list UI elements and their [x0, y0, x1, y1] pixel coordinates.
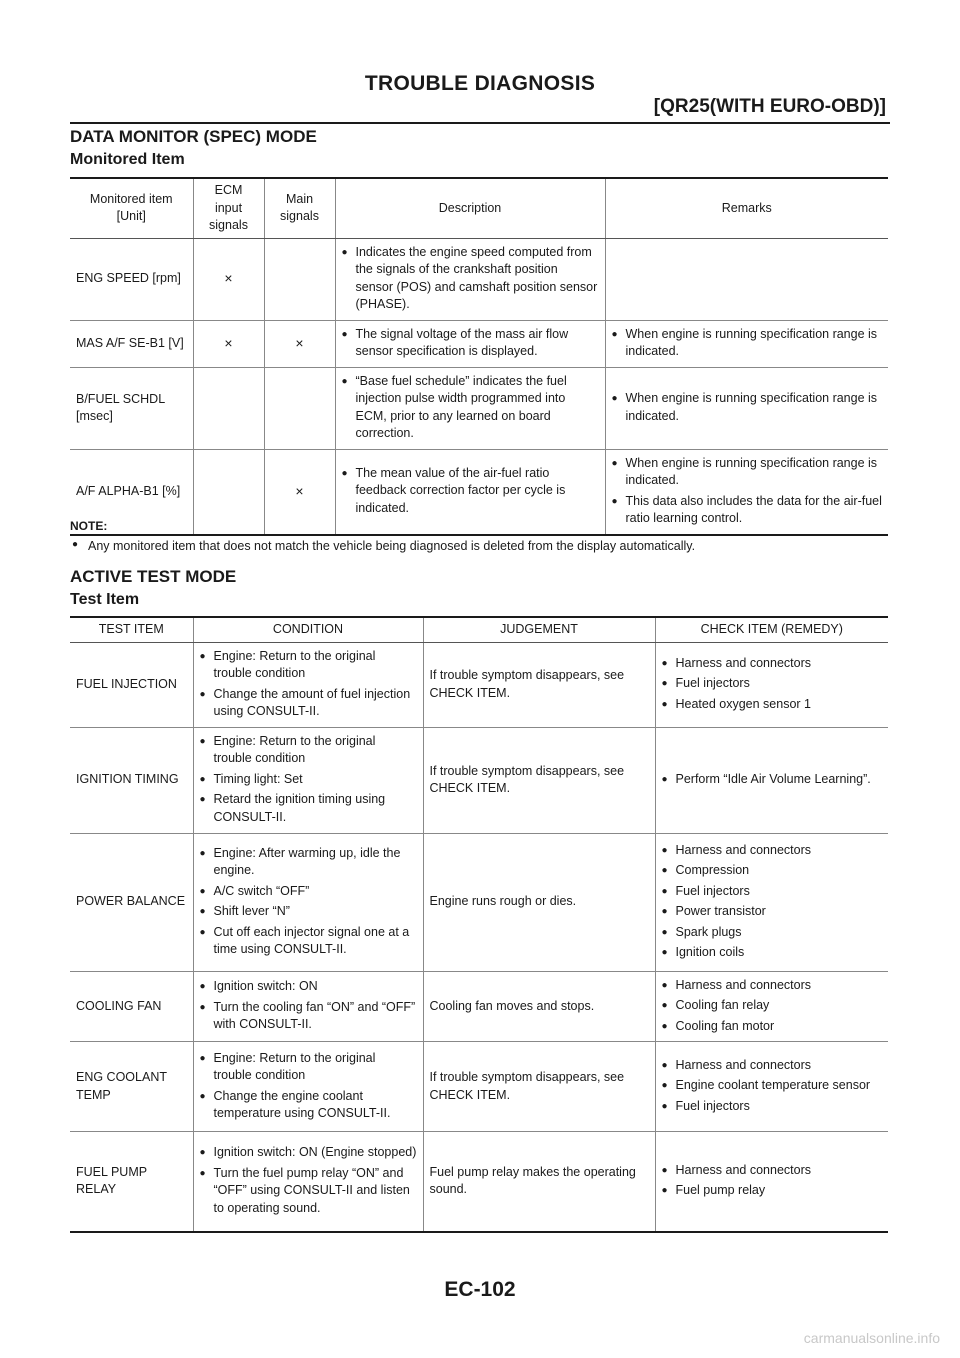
bullet-item: ● Engine: Return to the original trouble condition	[200, 1050, 417, 1085]
bullet-item: ● Turn the fuel pump relay “ON” and “OFF” using CONSULT-II and listen to operating sound.	[200, 1165, 417, 1218]
bullet-item: ● A/C switch “OFF”	[200, 883, 417, 901]
bullet-item: ● Cut off each injector signal one at a time using CONSULT-II.	[200, 924, 417, 959]
judgement-cell: Cooling fan moves and stops.	[423, 971, 655, 1042]
condition-cell	[193, 727, 423, 833]
bullet-item: ● “Base fuel schedule” indicates the fuel injection pulse width programmed into ECM, prior to any learned on board correction.	[342, 373, 599, 443]
test-item-name: FUEL PUMP RELAY	[76, 1164, 147, 1197]
subheading-monitored-item: Monitored Item	[70, 151, 185, 168]
column-header: Remarks	[605, 178, 888, 238]
subheading-test-item: Test Item	[70, 591, 140, 608]
bullet-item: ● When engine is running specification range is indicated.	[612, 390, 883, 425]
bullet-list	[662, 771, 883, 789]
bullet-item: ● Ignition coils	[662, 944, 883, 962]
bullet-list	[200, 733, 417, 827]
test-item-table	[70, 616, 888, 1233]
main-signal-mark: ×	[264, 449, 335, 535]
bullet-list	[662, 1057, 883, 1116]
bullet-item: ● Fuel injectors	[662, 1098, 883, 1116]
bullet-item: ● Power transistor	[662, 903, 883, 921]
bullet-item: ● Indicates the engine speed computed from the signals of the crankshaft position sensor (POS) and camshaft position sensor (PHASE).	[342, 244, 599, 314]
bullet-item: ● Engine: Return to the original trouble condition	[200, 733, 417, 768]
description-cell	[335, 367, 605, 449]
bullet-list	[200, 648, 417, 721]
column-header: JUDGEMENT	[423, 617, 655, 642]
ecm-input-mark	[193, 449, 264, 535]
bullet-list	[342, 244, 599, 314]
note-label: NOTE:	[70, 519, 108, 533]
bullet-item: ● Engine coolant temperature sensor	[662, 1077, 883, 1095]
note-text: ● Any monitored item that does not match the vehicle being diagnosed is deleted from the display automatically.	[88, 539, 695, 553]
bullet-item: ● When engine is running specification range is indicated.	[612, 326, 883, 361]
description-cell	[335, 320, 605, 367]
condition-cell	[193, 833, 423, 971]
table-row	[70, 449, 888, 535]
bullet-list	[342, 326, 599, 361]
section-heading-active-test: ACTIVE TEST MODE	[70, 567, 237, 586]
page-number: EC-102	[444, 1278, 516, 1301]
bullet-item: ● Engine: Return to the original trouble condition	[200, 648, 417, 683]
bullet-item: ● Change the amount of fuel injection using CONSULT-II.	[200, 686, 417, 721]
bullet-list	[662, 1162, 883, 1200]
table-row	[70, 238, 888, 320]
bullet-item: ● Retard the ignition timing using CONSULT-II.	[200, 791, 417, 826]
bullet-list	[200, 845, 417, 959]
judgement-cell: If trouble symptom disappears, see CHECK ITEM.	[423, 727, 655, 833]
title-divider	[70, 122, 890, 124]
table-row	[70, 642, 888, 727]
column-header: Description	[335, 178, 605, 238]
bullet-item: ● The signal voltage of the mass air flow sensor specification is displayed.	[342, 326, 599, 361]
check-item-cell	[655, 727, 888, 833]
monitored-item-table	[70, 177, 888, 536]
remarks-cell	[605, 238, 888, 320]
bullet-item: ● Harness and connectors	[662, 1162, 883, 1180]
page-title: TROUBLE DIAGNOSIS	[364, 72, 596, 95]
bullet-item: ● The mean value of the air-fuel ratio feedback correction factor per cycle is indicated.	[342, 465, 599, 518]
bullet-list	[662, 977, 883, 1036]
table-row	[70, 1132, 888, 1232]
check-item-cell	[655, 1132, 888, 1232]
bullet-item: ● Ignition switch: ON (Engine stopped)	[200, 1144, 417, 1162]
column-header: CONDITION	[193, 617, 423, 642]
remarks-cell	[605, 449, 888, 535]
column-header: ECM input signals	[193, 178, 264, 238]
bullet-item: ● Fuel injectors	[662, 675, 883, 693]
bullet-item: ● Change the engine coolant temperature using CONSULT-II.	[200, 1088, 417, 1123]
bullet-item: ● Harness and connectors	[662, 842, 883, 860]
column-header: CHECK ITEM (REMEDY)	[655, 617, 888, 642]
ecm-input-mark: ×	[193, 320, 264, 367]
description-cell	[335, 449, 605, 535]
main-signal-mark	[264, 367, 335, 449]
test-item-name: ENG COOLANT TEMP	[70, 1042, 193, 1132]
column-header: Monitored item [Unit]	[70, 178, 193, 238]
judgement-cell: If trouble symptom disappears, see CHECK ITEM.	[423, 1042, 655, 1132]
monitored-item-name: MAS A/F SE-B1 [V]	[70, 320, 193, 367]
check-item-cell	[655, 1042, 888, 1132]
bullet-list	[612, 326, 883, 361]
bullet-item: ● Heated oxygen sensor 1	[662, 696, 883, 714]
bullet-list	[200, 1144, 417, 1217]
bullet-list	[342, 465, 599, 518]
condition-cell	[193, 971, 423, 1042]
table-row	[70, 727, 888, 833]
bullet-item: ● Engine: After warming up, idle the engine.	[200, 845, 417, 880]
bullet-item: ● Turn the cooling fan “ON” and “OFF” with CONSULT-II.	[200, 999, 417, 1034]
check-item-cell	[655, 642, 888, 727]
table-row	[70, 833, 888, 971]
check-item-cell	[655, 833, 888, 971]
test-item-name: COOLING FAN	[70, 971, 193, 1042]
ecm-input-mark	[193, 367, 264, 449]
bullet-list	[662, 842, 883, 962]
bullet-item: ● Compression	[662, 862, 883, 880]
bullet-item: ● Spark plugs	[662, 924, 883, 942]
bullet-list	[200, 1050, 417, 1123]
table-row	[70, 971, 888, 1042]
column-header: Main signals	[264, 178, 335, 238]
column-header: TEST ITEM	[70, 617, 193, 642]
judgement-cell: Engine runs rough or dies.	[423, 833, 655, 971]
watermark: carmanualsonline.info	[803, 1330, 940, 1346]
monitored-item-name: B/FUEL SCHDL [msec]	[70, 367, 193, 449]
bullet-item: ● This data also includes the data for the air-fuel ratio learning control.	[612, 493, 883, 528]
judgement-cell: Fuel pump relay makes the operating sound.	[423, 1132, 655, 1232]
check-item-cell	[655, 971, 888, 1042]
ecm-input-mark: ×	[193, 238, 264, 320]
bullet-list	[662, 655, 883, 714]
condition-cell	[193, 642, 423, 727]
bullet-item: ● Harness and connectors	[662, 1057, 883, 1075]
remarks-cell	[605, 367, 888, 449]
bullet-item: ● When engine is running specification range is indicated.	[612, 455, 883, 490]
test-item-name: FUEL INJECTION	[70, 642, 193, 727]
bullet-item: ● Harness and connectors	[662, 655, 883, 673]
bullet-item: ● Harness and connectors	[662, 977, 883, 995]
table-row	[70, 367, 888, 449]
bullet-item: ● Perform “Idle Air Volume Learning”.	[662, 771, 883, 789]
bullet-list	[612, 390, 883, 425]
bullet-item: ● Cooling fan motor	[662, 1018, 883, 1036]
table-row	[70, 1042, 888, 1132]
bullet-item: ● Fuel pump relay	[662, 1182, 883, 1200]
description-cell	[335, 238, 605, 320]
bullet-item: ● Cooling fan relay	[662, 997, 883, 1015]
bullet-item: ● Ignition switch: ON	[200, 978, 417, 996]
monitored-item-name: ENG SPEED [rpm]	[70, 238, 193, 320]
bullet-list	[612, 455, 883, 528]
section-heading-data-monitor: DATA MONITOR (SPEC) MODE	[70, 127, 317, 146]
bullet-list	[200, 978, 417, 1034]
remarks-cell	[605, 320, 888, 367]
table-row	[70, 320, 888, 367]
bullet-item: ● Fuel injectors	[662, 883, 883, 901]
test-item-name: POWER BALANCE	[70, 833, 193, 971]
condition-cell	[193, 1042, 423, 1132]
main-signal-mark	[264, 238, 335, 320]
judgement-cell: If trouble symptom disappears, see CHECK ITEM.	[423, 642, 655, 727]
monitored-item-name: A/F ALPHA-B1 [%]	[76, 483, 181, 498]
test-item-name: IGNITION TIMING	[70, 727, 193, 833]
bullet-item: ● Timing light: Set	[200, 771, 417, 789]
condition-cell	[193, 1132, 423, 1232]
page-subtitle: [QR25(WITH EURO-OBD)]	[653, 96, 886, 117]
bullet-list	[342, 373, 599, 443]
main-signal-mark: ×	[264, 320, 335, 367]
bullet-item: ● Shift lever “N”	[200, 903, 417, 921]
